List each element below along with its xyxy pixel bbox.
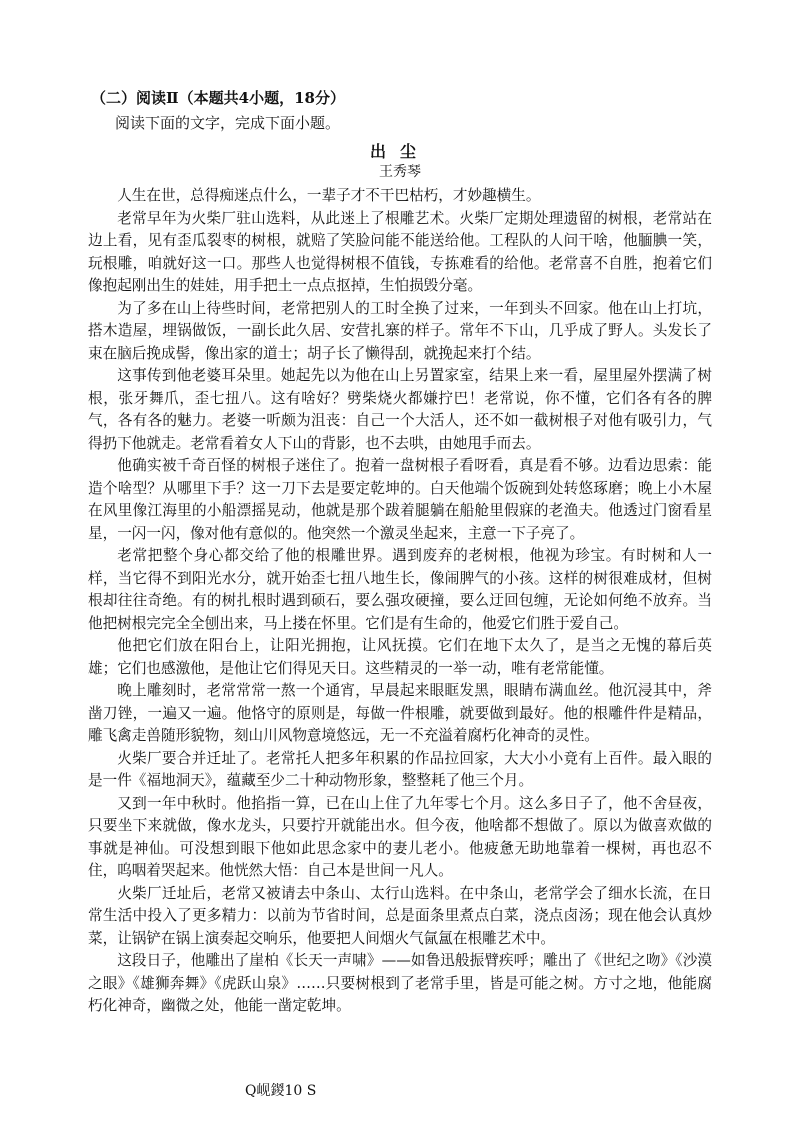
article-author: 王秀琴 bbox=[379, 164, 421, 180]
article-body bbox=[88, 185, 712, 1018]
article-title: 出尘 bbox=[369, 142, 430, 161]
paragraph: 这事传到他老婆耳朵里。她起先以为他在山上另置家室，结果上来一看，屋里屋外摆满了树根，张牙舞爪，歪七扭八。这有啥好？劈柴烧火都嫌拧巴！老常说，你不懂，它们各有各的脾气，各有各的魅力。老婆一听颇为沮丧：自己一个大活人，还不如一截树根子对他有吸引力，气得扔下他就走。老常看着女人下山的背影，也不去哄，由她甩手而去。 bbox=[88, 367, 712, 452]
paragraph: 老常把整个身心都交给了他的根雕世界。遇到废弃的老树根，他视为珍宝。有时树和人一样，当它得不到阳光水分，就开始歪七扭八地生长，像闹脾气的小孩。这样的树很难成材，但树根却往往奇绝。有的树扎根时遇到硕石，要么强攻硬撞，要么迂回包缠，无论如何绝不放弃。当他把树根完完全全刨出来，马上搂在怀里。它们是有生命的，他爱它们胜于爱自己。 bbox=[88, 547, 712, 632]
paragraph: 人生在世，总得痴迷点什么，一辈子才不干巴枯朽，才妙趣横生。 bbox=[117, 187, 541, 204]
paragraph: 晚上雕刻时，老常常常一熬一个通宵，早晨起来眼眶发黑，眼睛布满血丝。他沉浸其中，斧凿刀锉，一遍又一遍。他恪守的原则是，每做一件根雕，就要做到最好。他的根雕件件是精品，雕飞禽走兽随形貌物，刻山川风物意境悠远，无一不充溢着腐朽化神奇的灵性。 bbox=[88, 682, 712, 744]
paragraph: 火柴厂迁址后，老常又被请去中条山、太行山选料。在中条山，老常学会了细水长流，在日常生活中投入了更多精力：以前为节省时间，总是面条里煮点白菜，浇点卤汤；现在他会认真炒菜，让锅铲在锅上演奏起交响乐，他要把人间烟火气氤氲在根雕艺术中。 bbox=[88, 884, 712, 947]
paragraph: 为了多在山上待些时间，老常把别人的工时全换了过来，一年到头不回家。他在山上打坑，搭木造屋，埋锅做饭，一副长此久居、安营扎寨的样子。常年不下山，几乎成了野人。头发长了束在脑后挽成髻，像出家的道士；胡子长了懒得刮，就挽起来打个结。 bbox=[88, 299, 712, 362]
instruction-text: 阅读下面的文字，完成下面小题。 bbox=[115, 114, 341, 132]
section-header: （二）阅读Ⅱ（本题共4小题，18分） bbox=[91, 89, 345, 107]
paragraph: 这段日子，他雕出了崖柏《长天一声啸》——如鲁迅般振臂疾呼；雕出了《世纪之吻》《沙漠之眼》《雄狮奔舞》《虎跃山泉》……只要树根到了老常手里，皆是可能之树。方寸之地，他能腐朽化神奇，幽微之处，他能一凿定乾坤。 bbox=[88, 952, 712, 1014]
page-footer: Q岘鍐10 S bbox=[245, 1083, 317, 1099]
paragraph: 火柴厂要合并迁址了。老常托人把多年积累的作品拉回家，大大小小竟有上百件。最入眼的是一件《福地洞天》，蕴藏至少二十种动物形象，整整耗了他三个月。 bbox=[88, 749, 712, 789]
paragraph: 老常早年为火柴厂驻山选料，从此迷上了根雕艺术。火柴厂定期处理遗留的树根，老常站在边上看，见有歪瓜裂枣的树根，就赔了笑脸问能不能送给他。工程队的人问干啥，他腼腆一笑，玩根雕，咱就好这一口。那些人也觉得树根不值钱，专拣难看的给他。老常喜不自胜，抱着它们像抱起刚出生的娃娃，用手把土一点点抠掉，生怕损毁分毫。 bbox=[88, 209, 712, 294]
paragraph: 他确实被千奇百怪的树根子迷住了。抱着一盘树根子看呀看，真是看不够。边看边思索：能造个啥型？从哪里下手？这一刀下去是要定乾坤的。白天他端个饭碗到处转悠琢磨；晚上小木屋在风里像江海里的小船漂摇晃动，他就是那个跋着腿躺在船舱里假寐的老渔夫。他透过门窗看星星，一闪一闪，像对他有意似的。他突然一个激灵坐起来，主意一下子亮了。 bbox=[88, 457, 712, 542]
paragraph: 他把它们放在阳台上，让阳光拥抱，让风抚摸。它们在地下太久了，是当之无愧的幕后英雄；它们也感激他，是他让它们得见天日。这些精灵的一举一动，唯有老常能懂。 bbox=[88, 637, 712, 677]
paragraph: 又到一年中秋时。他掐指一算，已在山上住了九年零七个月。这么多日子了，他不舍昼夜，只要坐下来就做，像水龙头，只要拧开就能出水。但今夜，他啥都不想做了。原以为做喜欢做的事就是神仙。可没想到眼下他如此思念家中的妻儿老小。他疲惫无助地靠着一棵树，再也忍不住，呜咽着哭起来。他恍然大悟：自己本是世间一凡人。 bbox=[88, 794, 712, 879]
